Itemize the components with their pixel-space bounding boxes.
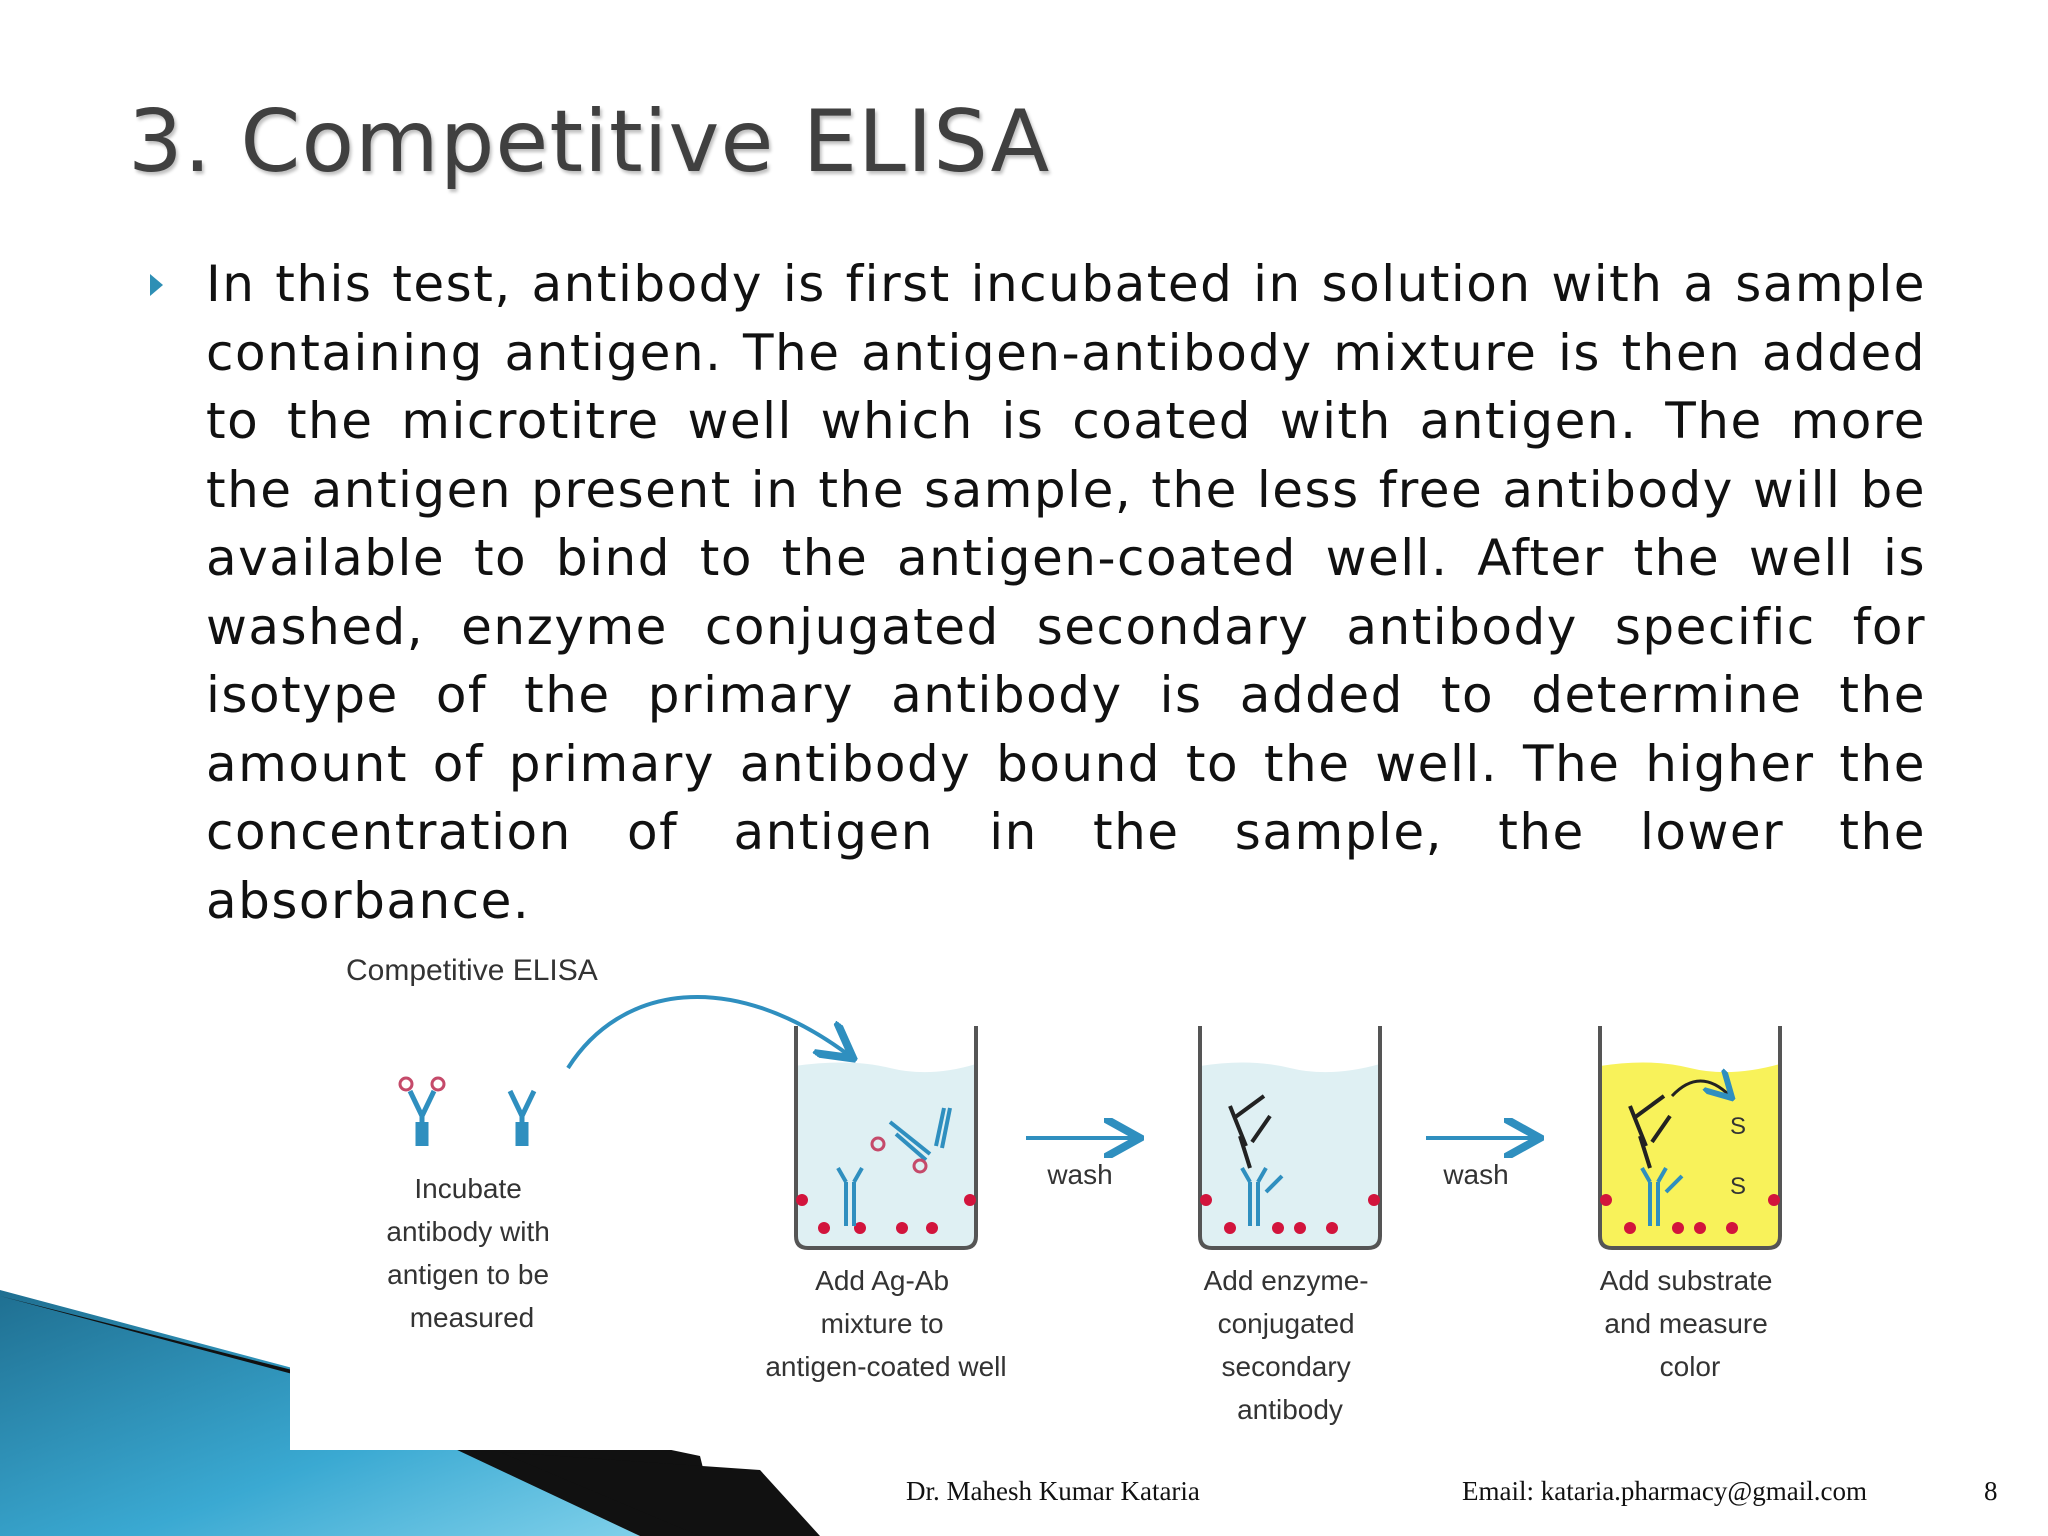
free-antibody-icon <box>400 1078 534 1146</box>
footer-email: Email: kataria.pharmacy@gmail.com <box>1462 1476 1867 1506</box>
slide-title: 3. Competitive ELISA <box>128 92 1051 192</box>
microtitre-well-1 <box>794 1026 976 1248</box>
step3-caption: Add enzyme- conjugated secondary antibody <box>1203 1265 1369 1425</box>
bullet-paragraph: In this test, antibody is first incubated in solution with a sample containing antigen. The antigen-antibody mixture is then added to the microtitre well which is coated with antigen. The more the antigen present in the sample, the less free antibody will be available to bind to the antigen-coated well. After the well is washed, enzyme conjugated secondary antibody specific for isotype of the primary antibody is added to determine the amount of primary antibody bound to the well. The higher the concentration of antigen in the sample, the lower the absorbance. <box>206 255 1926 930</box>
curved-arrow-icon <box>568 997 850 1068</box>
wash-label-2: wash <box>1443 1159 1509 1190</box>
microtitre-well-2 <box>1200 1026 1380 1248</box>
bullet-arrow-icon <box>150 274 163 296</box>
step4-caption: Add substrate and measure color <box>1599 1265 1773 1382</box>
substrate-label-2: S <box>1730 1173 1747 1200</box>
step1-caption: Incubate antibody with antigen to be measured <box>386 1173 550 1333</box>
competitive-elisa-figure <box>290 946 1890 1450</box>
substrate-label-1: S <box>1730 1113 1747 1140</box>
figure-title: Competitive ELISA <box>346 954 598 987</box>
wash-label-1: wash <box>1047 1159 1113 1190</box>
elisa-diagram <box>290 946 1890 1450</box>
page-number: 8 <box>1984 1476 1998 1506</box>
microtitre-well-3 <box>1600 1026 1780 1248</box>
footer-author: Dr. Mahesh Kumar Kataria <box>906 1476 1200 1506</box>
step2-caption: Add Ag-Ab mixture to antigen-coated well <box>765 1265 1007 1382</box>
